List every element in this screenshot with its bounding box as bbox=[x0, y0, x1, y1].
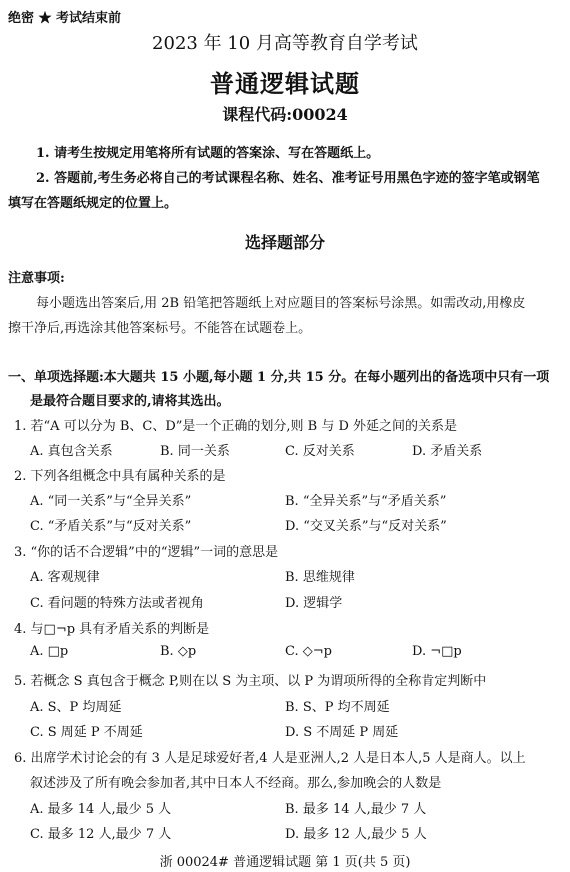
question-6-stem-cont: 叙述涉及了所有晚会参加者,其中日本人不经商。那么,参加晚会的人数是 bbox=[30, 776, 442, 791]
question-3-stem: 3. “你的话不合逻辑”中的“逻辑”一词的意思是 bbox=[14, 545, 279, 560]
question-5-stem: 5. 若概念 S 真包含于概念 P,则在以 S 为主项、以 P 为谓项所得的全称肯定判断中 bbox=[14, 674, 487, 689]
confidentiality-mark: 绝密 ★ 考试结束前 bbox=[8, 11, 122, 26]
question-1-option-c: C. 反对关系 bbox=[285, 444, 355, 459]
notes-line-2: 擦干净后,再选涂其他答案标号。不能答在试题卷上。 bbox=[8, 321, 312, 336]
question-3-option-c: C. 看问题的特殊方法或者视角 bbox=[30, 596, 204, 611]
question-2-option-c: C. “矛盾关系”与“反对关系” bbox=[30, 519, 192, 534]
question-6-option-c: C. 最多 12 人,最少 7 人 bbox=[30, 827, 172, 842]
question-5-option-d: D. S 不周延 P 周延 bbox=[285, 725, 399, 740]
question-1-option-d: D. 矛盾关系 bbox=[412, 444, 483, 459]
exam-title: 2023 年 10 月高等教育自学考试 bbox=[152, 33, 418, 54]
question-2-option-a: A. “同一关系”与“全异关系” bbox=[30, 494, 192, 509]
question-3-option-b: B. 思维规律 bbox=[285, 570, 355, 585]
question-4-option-b: B. ◇p bbox=[160, 644, 197, 659]
question-1-option-a: A. 真包含关系 bbox=[30, 444, 113, 459]
question-6-option-a: A. 最多 14 人,最少 5 人 bbox=[30, 802, 172, 817]
question-4-option-c: C. ◇¬p bbox=[285, 644, 332, 659]
instruction-1: 1. 请考生按规定用笔将所有试题的答案涂、写在答题纸上。 bbox=[36, 146, 380, 161]
question-3-option-d: D. 逻辑学 bbox=[285, 596, 343, 611]
instruction-2: 2. 答题前,考生务必将自己的考试课程名称、姓名、准考证号用黑色字迹的签字笔或钢笔 bbox=[36, 171, 540, 186]
question-1-stem: 1. 若“A 可以分为 B、C、D”是一个正确的划分,则 B 与 D 外延之间的关系是 bbox=[14, 419, 458, 434]
subject-title: 普通逻辑试题 bbox=[210, 69, 360, 98]
course-code: 课程代码:00024 bbox=[222, 105, 348, 124]
question-4-option-d: D. ¬□p bbox=[412, 644, 462, 659]
question-6-option-d: D. 最多 12 人,最少 5 人 bbox=[285, 827, 427, 842]
notes-line-1: 每小题选出答案后,用 2B 铅笔把答题纸上对应题目的答案标号涂黑。如需改动,用橡皮 bbox=[36, 296, 526, 311]
question-5-option-b: B. S、P 均不周延 bbox=[285, 700, 390, 715]
question-4-stem: 4. 与□¬p 具有矛盾关系的判断是 bbox=[14, 622, 210, 637]
notes-label: 注意事项: bbox=[8, 271, 65, 286]
question-1-option-b: B. 同一关系 bbox=[160, 444, 230, 459]
question-5-option-a: A. S、P 均周延 bbox=[30, 700, 122, 715]
question-6-option-b: B. 最多 14 人,最少 7 人 bbox=[285, 802, 427, 817]
question-3-option-a: A. 客观规律 bbox=[30, 570, 100, 585]
section-title: 选择题部分 bbox=[244, 233, 325, 252]
part1-heading-cont: 是最符合题目要求的,请将其选出。 bbox=[30, 394, 230, 409]
instruction-2-cont: 填写在答题纸规定的位置上。 bbox=[8, 196, 178, 211]
question-5-option-c: C. S 周延 P 不周延 bbox=[30, 725, 143, 740]
question-2-option-b: B. “全异关系”与“矛盾关系” bbox=[285, 494, 447, 509]
question-2-option-d: D. “交叉关系”与“反对关系” bbox=[285, 519, 447, 534]
part1-heading: 一、单项选择题:本大题共 15 小题,每小题 1 分,共 15 分。在每小题列出的备选项中只有一项 bbox=[8, 370, 550, 385]
question-6-stem: 6. 出席学术讨论会的有 3 人是足球爱好者,4 人是亚洲人,2 人是日本人,5 人是商人。以上 bbox=[14, 751, 526, 766]
question-4-option-a: A. □p bbox=[30, 644, 69, 659]
question-2-stem: 2. 下列各组概念中具有属种关系的是 bbox=[14, 469, 226, 484]
page-footer: 浙 00024# 普通逻辑试题 第 1 页(共 5 页) bbox=[159, 855, 411, 870]
